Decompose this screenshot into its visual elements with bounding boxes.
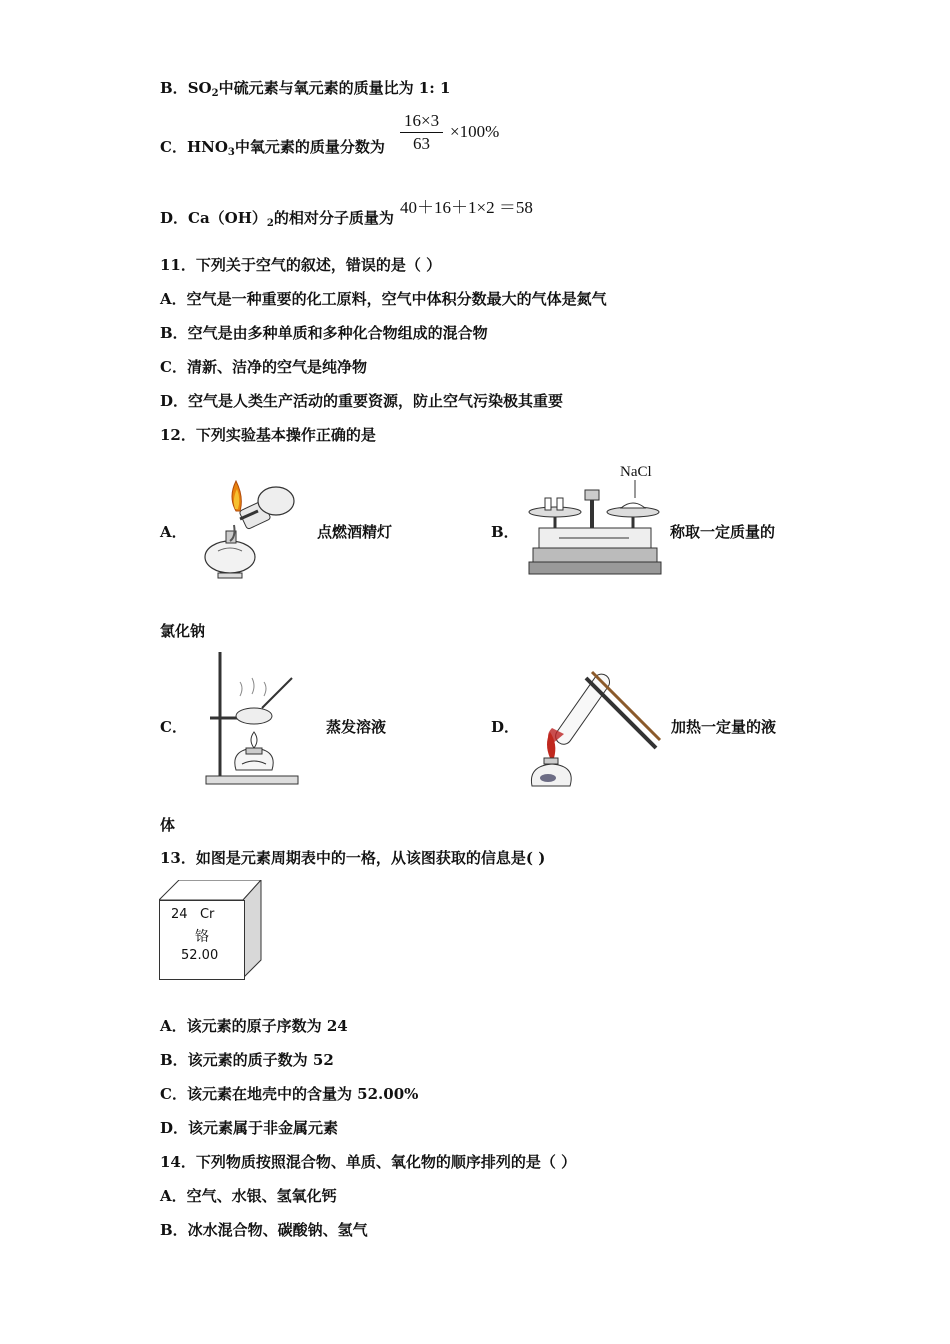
q13-option-d: D．该元素属于非金属元素 [160,1119,339,1137]
balance-weighing-nacl-illustration [525,458,665,580]
element-atomic-mass: 52.00 [181,948,219,963]
q11-stem: 11．下列关于空气的叙述，错误的是（ ） [160,256,442,274]
q14-stem: 14．下列物质按照混合物、单质、氧化物的顺序排列的是（ ） [160,1153,577,1171]
evaporation-setup-illustration [200,648,304,786]
q12-b-text: 称取一定质量的 [670,523,776,541]
q11-option-b: B．空气是由多种单质和多种化合物组成的混合物 [160,324,488,342]
element-number-symbol: 24 Cr [171,907,215,922]
q12-d-letter: D． [491,718,520,736]
nacl-label: NaCl [620,464,652,480]
q13-option-c: C．该元素在地壳中的含量为 52.00% [160,1085,419,1103]
q10-option-b: B．$SO_2$中硫元素与氧元素的质量比为 1: 1 [160,79,451,99]
element-name: 铬 [195,929,209,945]
q12-c-text: 蒸发溶液 [326,718,387,736]
q14-option-a: A．空气、水银、氢氧化钙 [160,1187,337,1205]
q14-option-b: B．冰水混合物、碳酸钠、氢气 [160,1221,368,1239]
q12-stem: 12．下列实验基本操作正确的是 [160,426,376,444]
q13-option-b: B．该元素的质子数为 52 [160,1051,334,1069]
alcohol-lamp-lighting-illustration [200,475,300,585]
q10-c-fraction: $\frac{16\times 3}{63}$ [400,110,443,155]
q13-option-a: A．该元素的原子序数为 24 [160,1017,348,1035]
q12-d-text: 加热一定量的液 [671,718,777,736]
q10-d-expression: 40＋16＋1×2 ＝58 [400,198,533,217]
q11-option-c: C．清新、洁净的空气是纯净物 [160,358,367,376]
q10-c-percent: ×100% [450,122,500,141]
q12-d-text-wrap: 体 [160,816,176,834]
q10-option-c: C．$HNO_3$中氧元素的质量分数为 [160,138,385,158]
heating-liquid-test-tube-illustration [522,662,662,792]
q12-a-letter: A． [160,523,187,541]
q12-b-text-wrap: 氯化钠 [160,622,206,640]
q12-a-text: 点燃酒精灯 [317,523,393,541]
q11-option-d: D．空气是人类生产活动的重要资源，防止空气污染极其重要 [160,392,564,410]
periodic-table-cell-chromium [159,880,263,980]
q13-stem: 13．如图是元素周期表中的一格，从该图获取的信息是( ) [160,849,546,867]
q12-b-letter: B． [491,523,519,541]
q12-c-letter: C． [160,718,187,736]
q11-option-a: A．空气是一种重要的化工原料，空气中体积分数最大的气体是氮气 [160,290,607,308]
q10-option-d: D．$Ca(OH)_2$的相对分子质量为 [160,209,394,229]
